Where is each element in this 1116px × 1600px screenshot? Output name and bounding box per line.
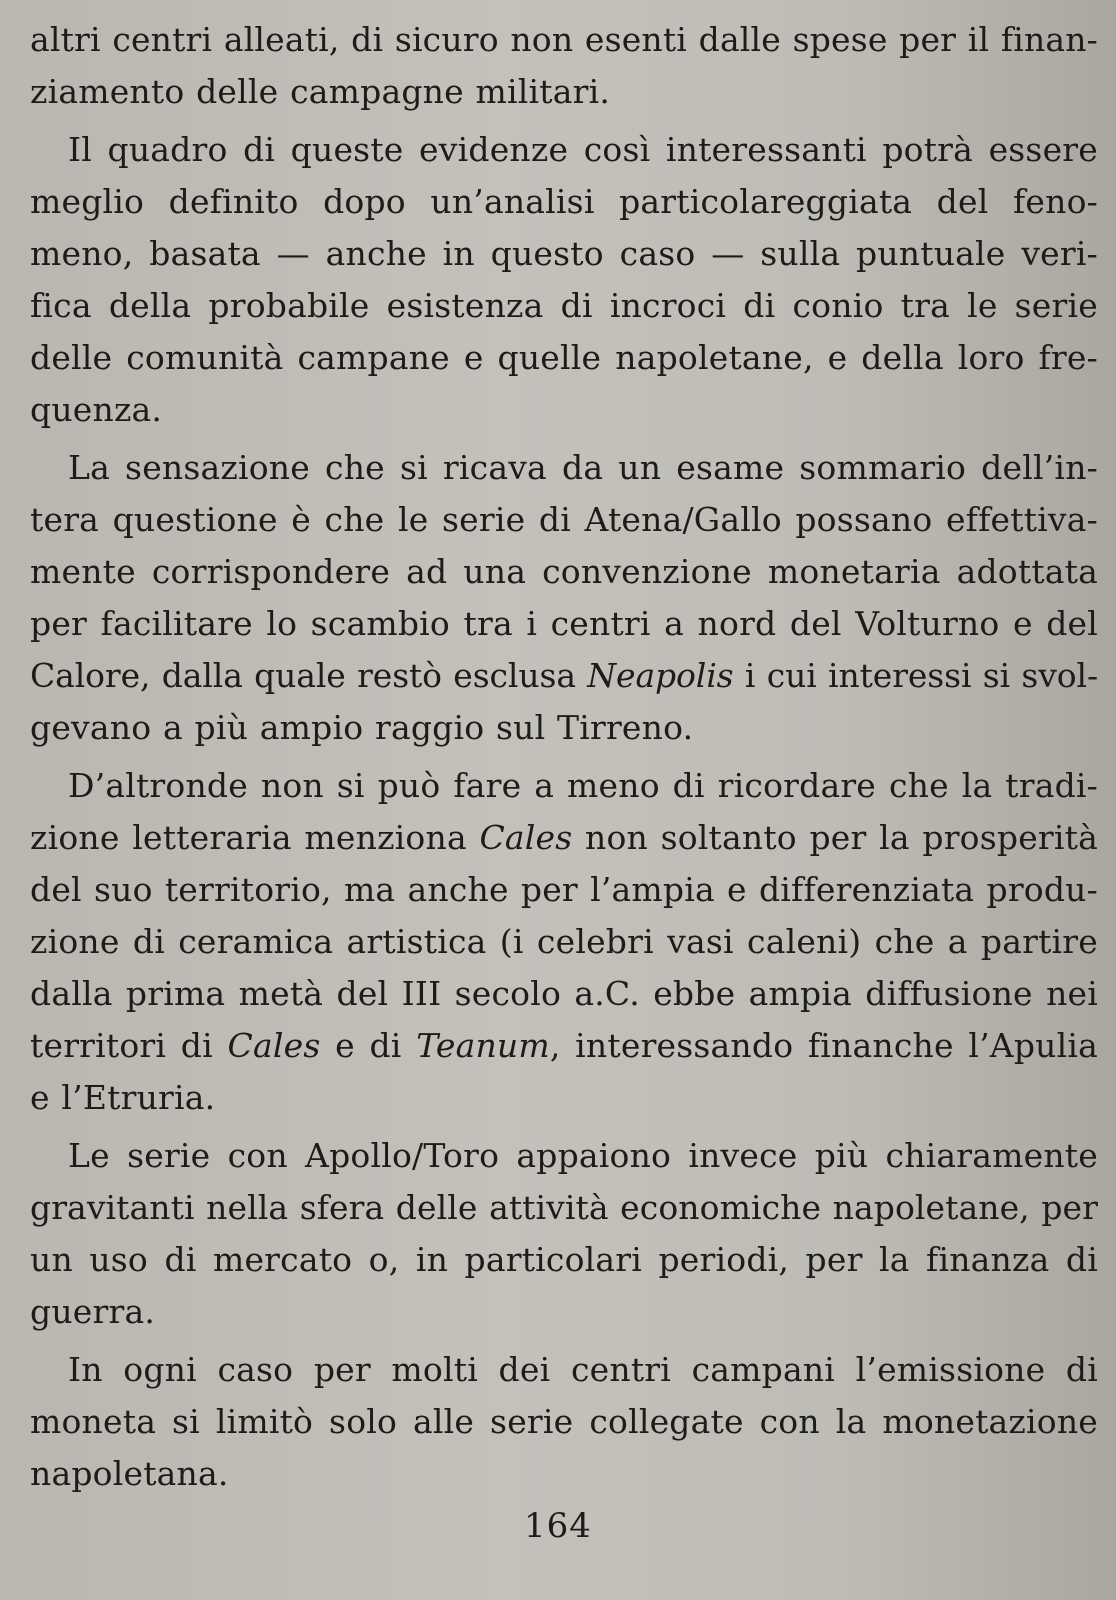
body-text <box>30 14 1098 1500</box>
text-run: dalla prima metà del III secolo a.C. ebbe ampia diffusione nei <box>30 974 1098 1013</box>
text-run: territori di <box>30 1026 228 1065</box>
text-line <box>30 66 1098 118</box>
text-line <box>30 1182 1098 1234</box>
text-line <box>30 760 1098 812</box>
text-line <box>30 332 1098 384</box>
text-line <box>30 228 1098 280</box>
text-line <box>30 1448 1098 1500</box>
text-line <box>30 1286 1098 1338</box>
text-run: meglio definito dopo un’analisi particolareggiata del feno- <box>30 182 1098 221</box>
text-run: e l’Etruria. <box>30 1078 216 1117</box>
text-run: un uso di mercato o, in particolari periodi, per la finanza di <box>30 1240 1098 1279</box>
text-run: per facilitare lo scambio tra i centri a nord del Volturno e del <box>30 604 1098 643</box>
text-line <box>30 1020 1098 1072</box>
text-run: fica della probabile esistenza di incroci di conio tra le serie <box>30 286 1098 325</box>
text-run: zione di ceramica artistica (i celebri vasi caleni) che a partire <box>30 922 1098 961</box>
text-run: i cui interessi si svol- <box>733 656 1099 695</box>
text-run: Le serie con Apollo/Toro appaiono invece più chiaramente <box>68 1136 1098 1175</box>
text-line <box>30 916 1098 968</box>
text-line <box>30 1396 1098 1448</box>
text-line <box>30 384 1098 436</box>
paragraph <box>30 1130 1098 1338</box>
text-run: ziamento delle campagne militari. <box>30 72 611 111</box>
italic-term: Neapolis <box>587 656 734 695</box>
text-line <box>30 280 1098 332</box>
text-run: D’altronde non si può fare a meno di ricordare che la tradi- <box>68 766 1098 805</box>
text-line <box>30 1130 1098 1182</box>
text-run: moneta si limitò solo alle serie collegate con la monetazione <box>30 1402 1098 1441</box>
text-line <box>30 14 1098 66</box>
text-run: , interessando finanche l’Apulia <box>549 1026 1098 1065</box>
text-run: La sensazione che si ricava da un esame sommario dell’in- <box>68 448 1098 487</box>
text-run: napoletana. <box>30 1454 229 1493</box>
text-run: Calore, dalla quale restò esclusa <box>30 656 588 695</box>
paragraph <box>30 1344 1098 1500</box>
italic-term: Cales <box>227 1026 321 1065</box>
text-line <box>30 1344 1098 1396</box>
text-line <box>30 968 1098 1020</box>
text-run: gravitanti nella sfera delle attività economiche napoletane, per <box>30 1188 1098 1227</box>
text-run: meno, basata — anche in questo caso — sulla puntuale veri- <box>30 234 1098 273</box>
text-run: altri centri alleati, di sicuro non esenti dalle spese per il finan- <box>30 20 1098 59</box>
text-line <box>30 598 1098 650</box>
text-run: quenza. <box>30 390 163 429</box>
paragraph <box>30 14 1098 118</box>
text-line <box>30 124 1098 176</box>
text-line <box>30 1072 1098 1124</box>
text-line <box>30 812 1098 864</box>
paragraph <box>30 760 1098 1124</box>
paragraph <box>30 124 1098 436</box>
text-line <box>30 864 1098 916</box>
text-run: zione letteraria menziona <box>30 818 480 857</box>
text-line <box>30 546 1098 598</box>
text-run: mente corrispondere ad una convenzione monetaria adottata <box>30 552 1098 591</box>
text-run: tera questione è che le serie di Atena/Gallo possano effettiva- <box>30 500 1098 539</box>
text-run: e di <box>320 1026 417 1065</box>
text-run: guerra. <box>30 1292 156 1331</box>
page-number: 164 <box>524 1506 592 1546</box>
text-line <box>30 650 1098 702</box>
text-run: Il quadro di queste evidenze così interessanti potrà essere <box>68 130 1098 169</box>
text-run: del suo territorio, ma anche per l’ampia e differenziata produ- <box>30 870 1098 909</box>
text-line <box>30 176 1098 228</box>
italic-term: Cales <box>479 818 573 857</box>
text-line <box>30 494 1098 546</box>
text-line <box>30 442 1098 494</box>
paragraph <box>30 442 1098 754</box>
italic-term: Teanum <box>416 1026 550 1065</box>
text-line <box>30 1234 1098 1286</box>
text-run: non soltanto per la prosperità <box>572 818 1098 857</box>
text-run: delle comunità campane e quelle napoletane, e della loro fre- <box>30 338 1098 377</box>
text-line <box>30 702 1098 754</box>
text-run: gevano a più ampio raggio sul Tirreno. <box>30 708 694 747</box>
text-run: In ogni caso per molti dei centri campani l’emissione di <box>68 1350 1098 1389</box>
